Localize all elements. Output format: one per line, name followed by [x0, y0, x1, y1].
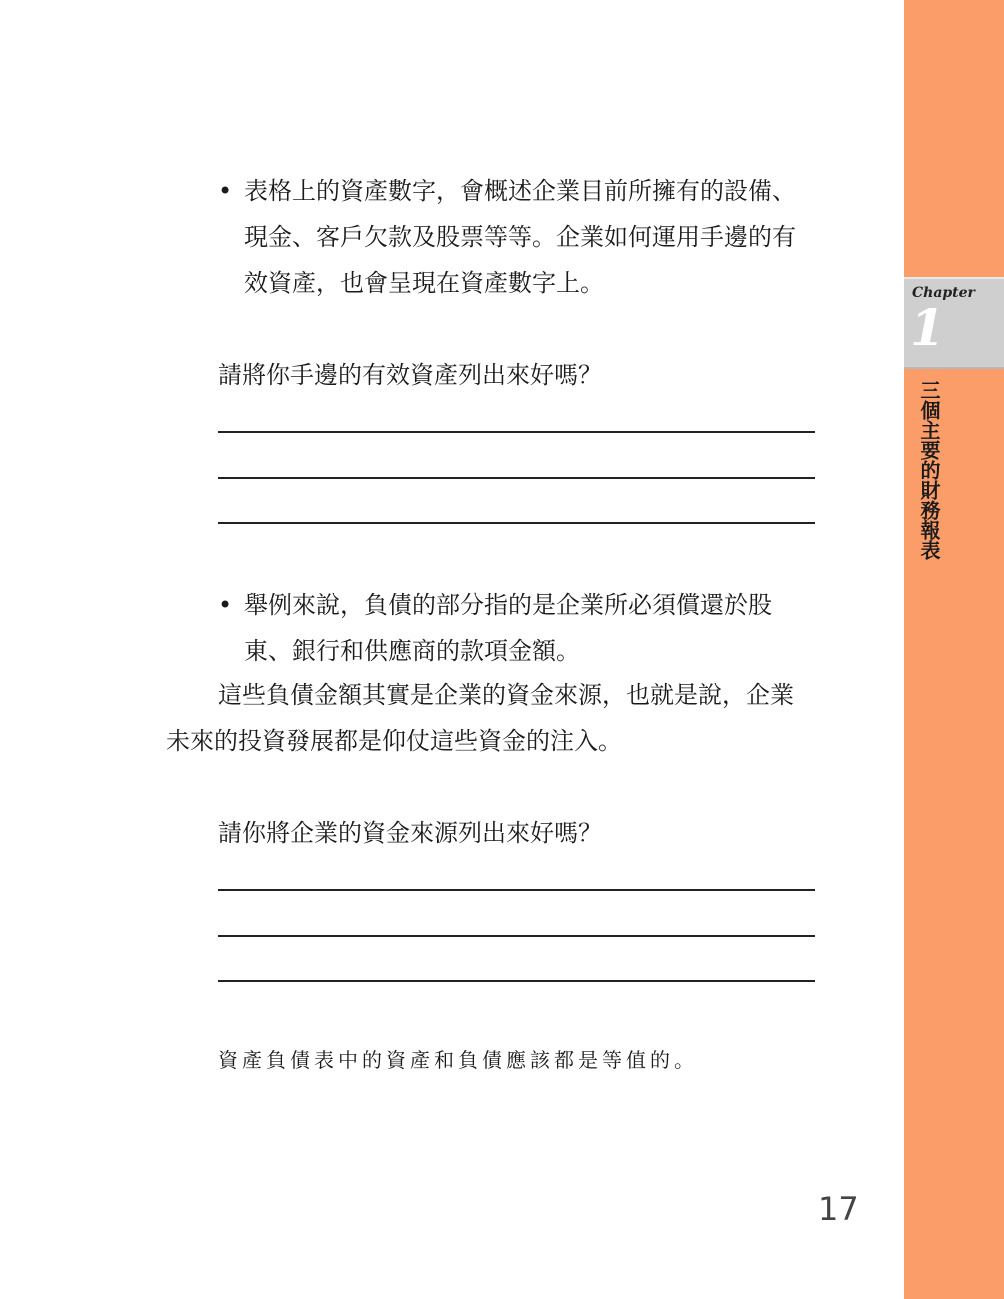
question-assets: 請將你手邊的有效資產列出來好嗎？	[218, 361, 602, 389]
chapter-title: 三個主要的財務報表	[917, 380, 941, 560]
answer-line	[218, 889, 815, 891]
page-number: 17	[818, 1190, 859, 1228]
body-paragraph: 這些負債金額其實是企業的資金來源，也就是說，企業未來的投資發展都是仰仗這些資金的注入。	[166, 681, 794, 755]
bullet-icon: •	[218, 591, 233, 619]
answer-line	[218, 477, 815, 479]
bullet-item-assets	[218, 168, 818, 306]
chapter-label: Chapter	[912, 285, 975, 301]
bullet-icon: •	[218, 177, 233, 205]
answer-line	[218, 431, 815, 433]
bullet-item-liabilities	[218, 582, 818, 674]
summary-note: 資產負債表中的資產和負債應該都是等值的。	[218, 1048, 698, 1072]
bullet-text: 表格上的資產數字，會概述企業目前所擁有的設備、現金、客戶欠款及股票等等。企業如何運用手邊的有效資產，也會呈現在資產數字上。	[244, 177, 796, 297]
chapter-sidebar	[904, 0, 1004, 1299]
answer-line	[218, 522, 815, 524]
chapter-tab	[904, 277, 1004, 369]
bullet-text: 舉例來說，負債的部分指的是企業所必須償還於股東、銀行和供應商的款項金額。	[244, 591, 772, 665]
answer-line	[218, 980, 815, 982]
answer-line	[218, 935, 815, 937]
question-funding: 請你將企業的資金來源列出來好嗎？	[218, 819, 602, 847]
chapter-number: 1	[910, 298, 945, 357]
